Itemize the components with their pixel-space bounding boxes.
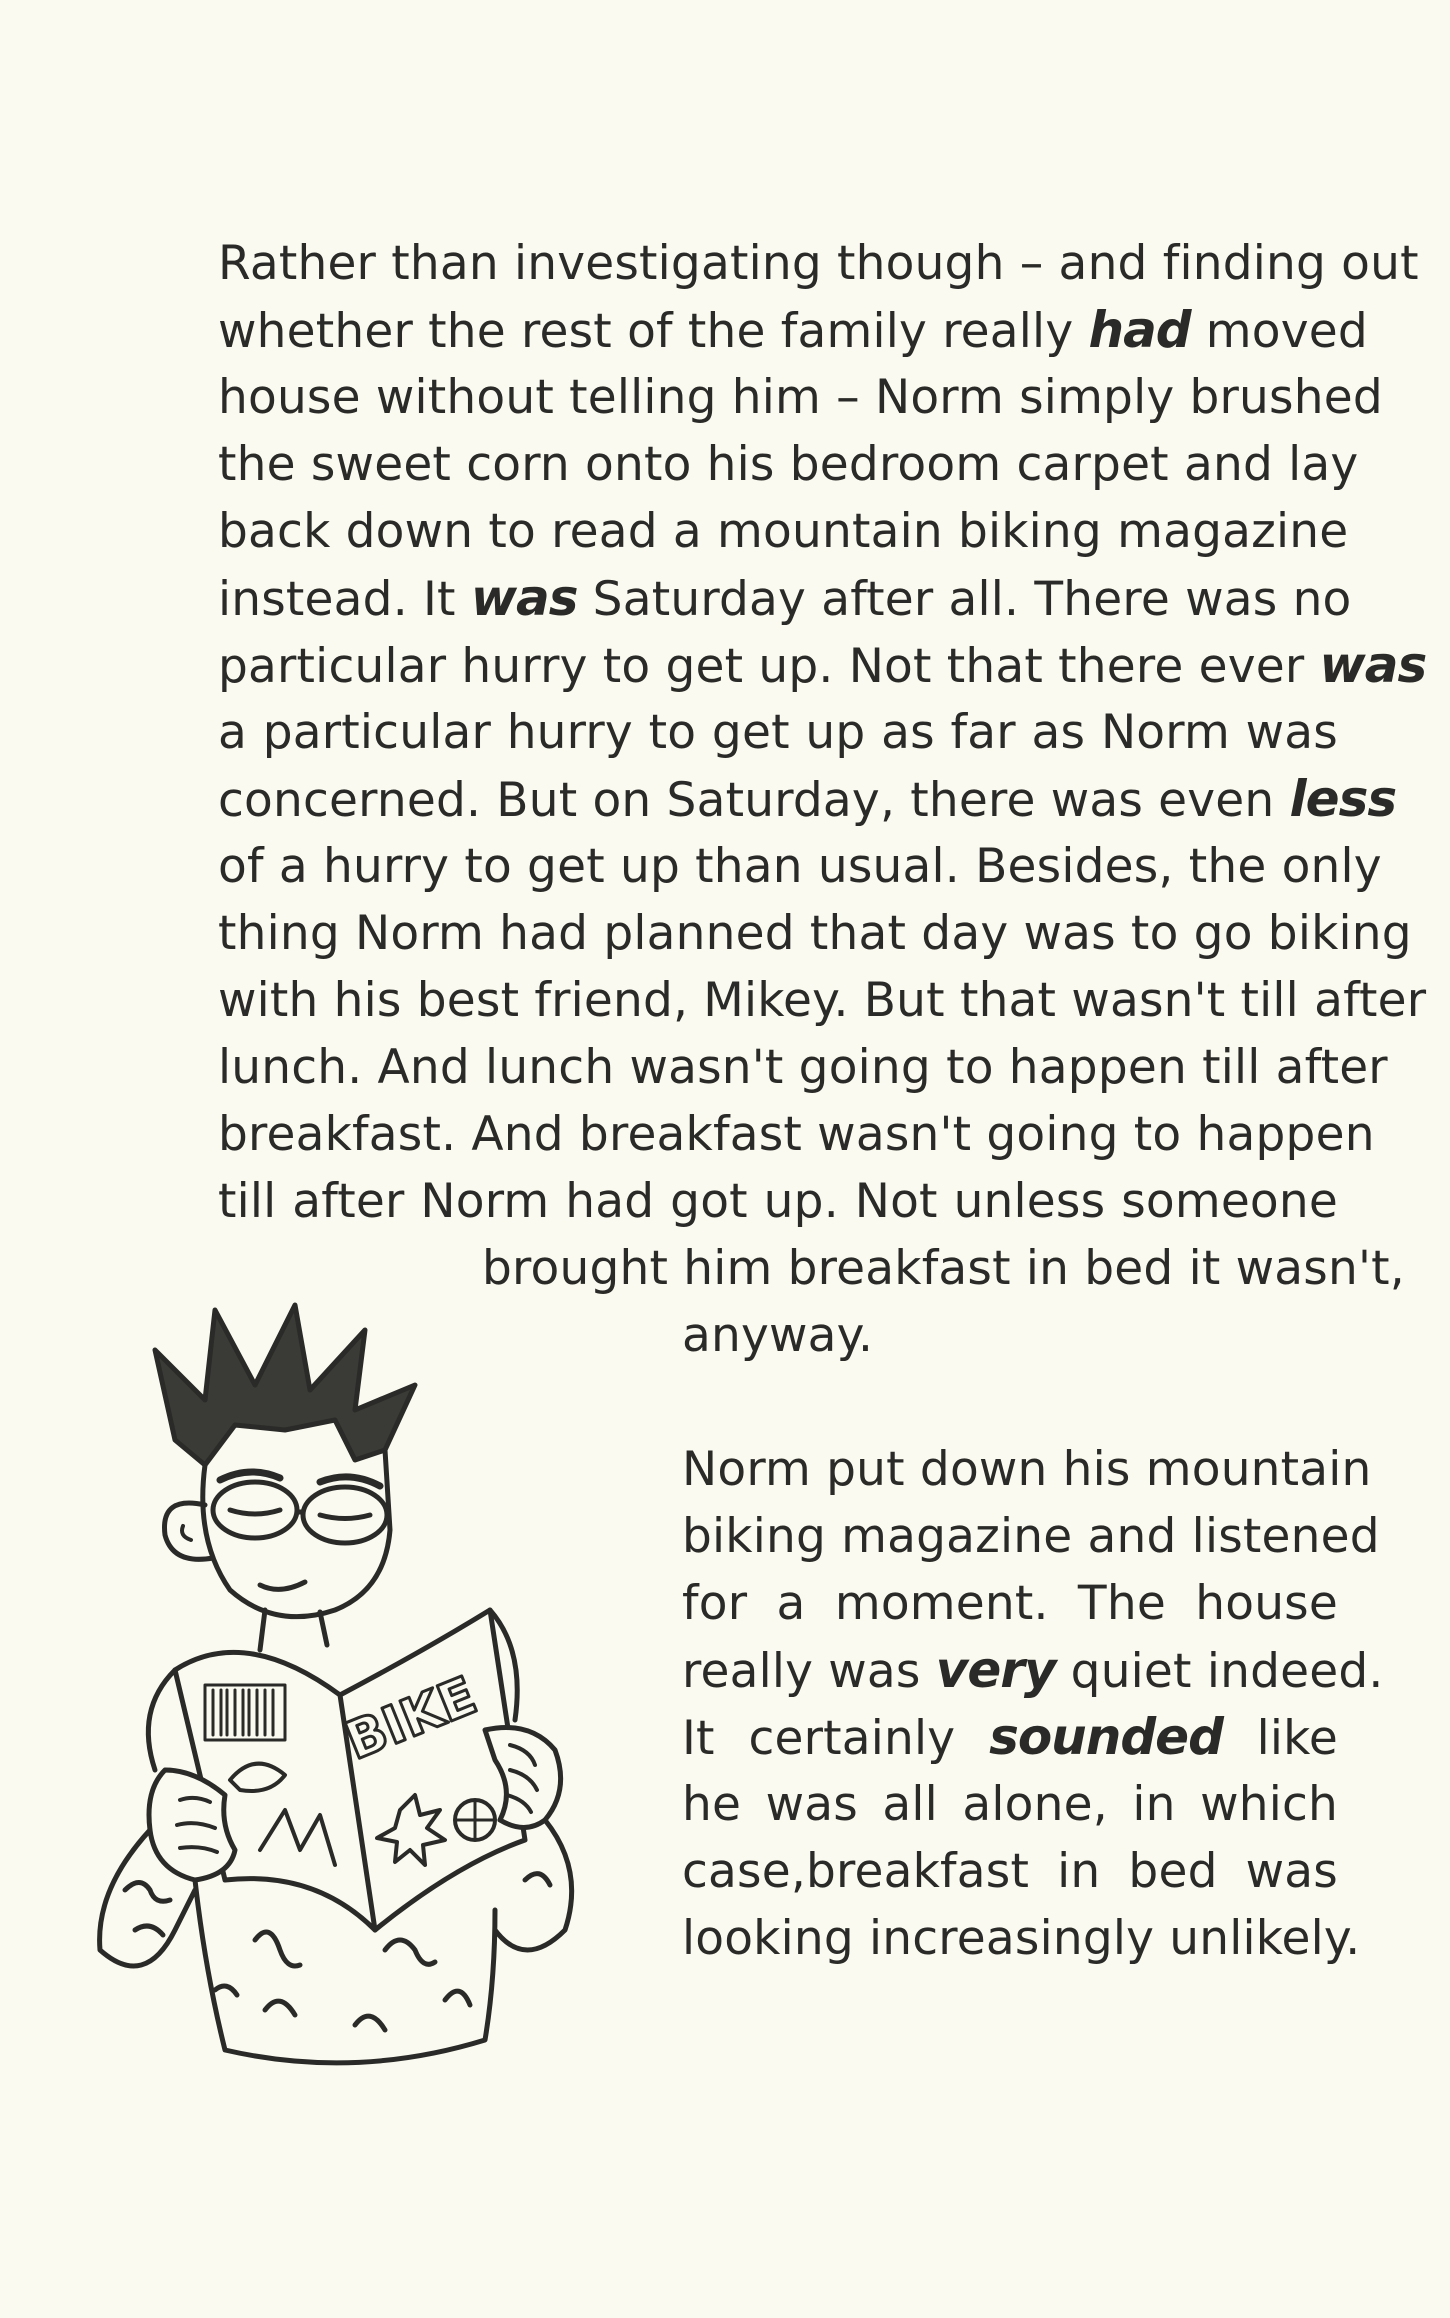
text-line: thing Norm had planned that day was to go biking <box>218 906 1412 961</box>
text-line: instead. It was Saturday after all. There was no <box>218 569 1352 627</box>
text-line: with his best friend, Mikey. But that wasn't till after <box>218 973 1427 1028</box>
text-line: Rather than investigating though – and finding out <box>218 236 1419 291</box>
text-line: It certainly sounded like <box>682 1708 1338 1766</box>
text-line: anyway. <box>682 1308 874 1363</box>
boy-reading-magazine-illustration <box>55 1290 655 2090</box>
text-line: of a hurry to get up than usual. Besides, the only <box>218 839 1382 894</box>
text-line: he was all alone, in which <box>682 1777 1338 1832</box>
text-line: concerned. But on Saturday, there was even less <box>218 770 1397 828</box>
text-line: lunch. And lunch wasn't going to happen till after <box>218 1040 1388 1095</box>
text-line: breakfast. And breakfast wasn't going to happen <box>218 1107 1375 1162</box>
text-line: Norm put down his mountain <box>682 1442 1372 1497</box>
text-line: back down to read a mountain biking magazine <box>218 504 1349 559</box>
text-line: house without telling him – Norm simply brushed <box>218 370 1383 425</box>
emphasis: very <box>935 1641 1056 1699</box>
text-line: case,breakfast in bed was <box>682 1844 1338 1899</box>
text-line: a particular hurry to get up as far as Norm was <box>218 705 1338 760</box>
text-line: particular hurry to get up. Not that there ever was <box>218 636 1427 694</box>
glasses-right <box>303 1487 387 1543</box>
mouth <box>260 1582 305 1589</box>
text-line: biking magazine and listened <box>682 1509 1380 1564</box>
emphasis: was <box>1319 636 1427 694</box>
hair <box>155 1305 415 1465</box>
emphasis: was <box>470 569 578 627</box>
text-line: whether the rest of the family really had moved <box>218 301 1368 359</box>
text-line: brought him breakfast in bed it wasn't, <box>482 1241 1405 1296</box>
text-line: the sweet corn onto his bedroom carpet and lay <box>218 437 1359 492</box>
text-line: till after Norm had got up. Not unless someone <box>218 1174 1338 1229</box>
magazine-title: BIKE <box>337 1665 485 1773</box>
emphasis: sounded <box>989 1708 1223 1766</box>
text-line: looking increasingly unlikely. <box>682 1911 1361 1966</box>
text-line: really was very quiet indeed. <box>682 1641 1384 1699</box>
emphasis: had <box>1088 301 1191 359</box>
glasses-left <box>213 1482 297 1538</box>
text-line: for a moment. The house <box>682 1576 1338 1631</box>
emphasis: less <box>1289 770 1397 828</box>
